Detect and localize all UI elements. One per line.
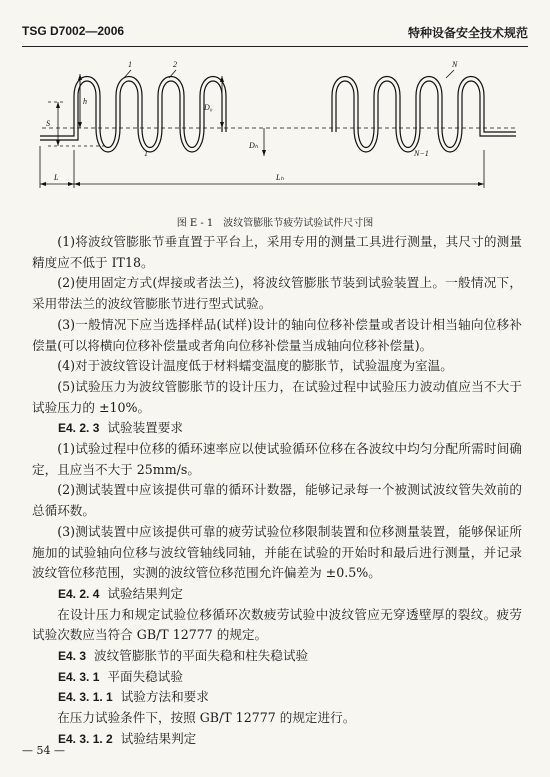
page-number: — 54 — bbox=[22, 744, 65, 757]
paragraph-counter: (2)测试装置中应该提供可靠的循环计数器，能够记录每一个被测试波纹管失效前的总循环数。 bbox=[32, 482, 522, 519]
bellows-outline-outer-right bbox=[332, 77, 516, 148]
paragraph-temperature: (4)对于波纹管设计温度低于材料蠕变温度的膨胀节，试验温度为室温。 bbox=[57, 358, 453, 374]
bellows-outline-inner bbox=[40, 81, 222, 152]
label-L: L bbox=[54, 173, 59, 182]
label-convolution-N: N bbox=[452, 60, 458, 69]
document-body bbox=[32, 232, 522, 750]
label-gap-N-1: N−1 bbox=[414, 149, 429, 158]
label-Db: Dₕ bbox=[249, 141, 259, 150]
paragraph-mounting: (2)使用固定方式(焊接或者法兰)，将波纹管膨胀节装到试验装置上。一般情况下，采用带法兰的波纹管膨胀节进行型式试验。 bbox=[32, 275, 522, 312]
label-convolution-1: 1 bbox=[128, 60, 132, 69]
dimension-arrows bbox=[40, 74, 484, 186]
heading-text: 试验结果判定 bbox=[120, 730, 197, 746]
standard-code: TSG D7002—2006 bbox=[22, 24, 125, 38]
figure-caption: 图 E - 1 波纹管膨胀节疲劳试验试件尺寸图 bbox=[176, 218, 374, 229]
paragraph-cycle-rate: (1)试验过程中位移的循环速率应以使试验循环位移在各波纹中均匀分配所需时间确定，且应当不大于 25mm/s。 bbox=[32, 441, 522, 477]
page-header bbox=[22, 24, 528, 47]
heading-e4-3-1-1 bbox=[32, 687, 522, 708]
paragraph-displacement: (3)一般情况下应当选择样品(试样)设计的轴向位移补偿量或者设计相当轴向位移补偿量(可以将横向位移补偿量或者角向位移补偿量当成轴向位移补偿量)。 bbox=[32, 316, 522, 353]
heading-text: 试验方法和要求 bbox=[120, 689, 209, 705]
label-Do: D₀ bbox=[204, 103, 213, 112]
heading-text: 试验结果判定 bbox=[107, 585, 183, 601]
standard-title: 特种设备安全技术规范 bbox=[407, 26, 528, 40]
heading-e4-3-1 bbox=[32, 667, 522, 688]
bellows-outline-inner-right bbox=[336, 81, 516, 152]
heading-number: E4. 3. 1. 1 bbox=[58, 690, 113, 705]
heading-text: 波纹管膨胀节的平面失稳和柱失稳试验 bbox=[94, 648, 309, 664]
label-convolution-2: 2 bbox=[173, 60, 177, 69]
paragraph-planar-method: 在压力试验条件下，按照 GB/T 12777 的规定进行。 bbox=[57, 710, 356, 726]
label-h: h bbox=[83, 97, 87, 106]
heading-e4-3-1-2 bbox=[32, 729, 522, 750]
bellows-dimension-figure bbox=[36, 56, 520, 206]
bellows-outline-outer bbox=[40, 77, 226, 148]
leader-N bbox=[446, 70, 454, 78]
heading-e4-2-3 bbox=[32, 418, 522, 439]
label-Lb: Lₕ bbox=[276, 173, 284, 182]
heading-e4-2-4 bbox=[32, 584, 522, 605]
paragraph-measure: (1)将波纹管膨胀节垂直置于平台上，采用专用的测量工具进行测量，其尺寸的测量精度应不低于 IT18。 bbox=[32, 234, 522, 270]
heading-number: E4. 3. 1. 2 bbox=[58, 731, 113, 746]
heading-number: E4. 3 bbox=[58, 649, 87, 664]
paragraph-limit-device: (3)测试装置中应该提供可靠的疲劳试验位移限制装置和位移测量装置，能够保证所施加的试验轴向位移与波纹管轴线同轴，并能在试验的开始时和最后进行测量，并记录波纹管位移范围，实测的波纹管位移范围允许偏差为 ±0.5%。 bbox=[32, 523, 522, 581]
bellows-diagram bbox=[36, 56, 520, 206]
heading-text: 试验装置要求 bbox=[107, 420, 183, 436]
label-gap-1: 1 bbox=[144, 149, 148, 158]
heading-number: E4. 2. 4 bbox=[58, 586, 100, 601]
heading-number: E4. 2. 3 bbox=[58, 421, 100, 436]
heading-number: E4. 3. 1 bbox=[58, 669, 100, 684]
label-S: S bbox=[46, 119, 50, 128]
paragraph-pressure: (5)试验压力为波纹管膨胀节的设计压力，在试验过程中试验压力波动值应当不大于试验压力的 ±10%。 bbox=[32, 378, 522, 415]
heading-e4-3 bbox=[32, 646, 522, 667]
paragraph-fatigue-result: 在设计压力和规定试验位移循环次数疲劳试验中波纹管应无穿透壁厚的裂纹。疲劳试验次数应当符合 GB/T 12777 的规定。 bbox=[32, 606, 522, 643]
heading-text: 平面失稳试验 bbox=[107, 668, 183, 684]
